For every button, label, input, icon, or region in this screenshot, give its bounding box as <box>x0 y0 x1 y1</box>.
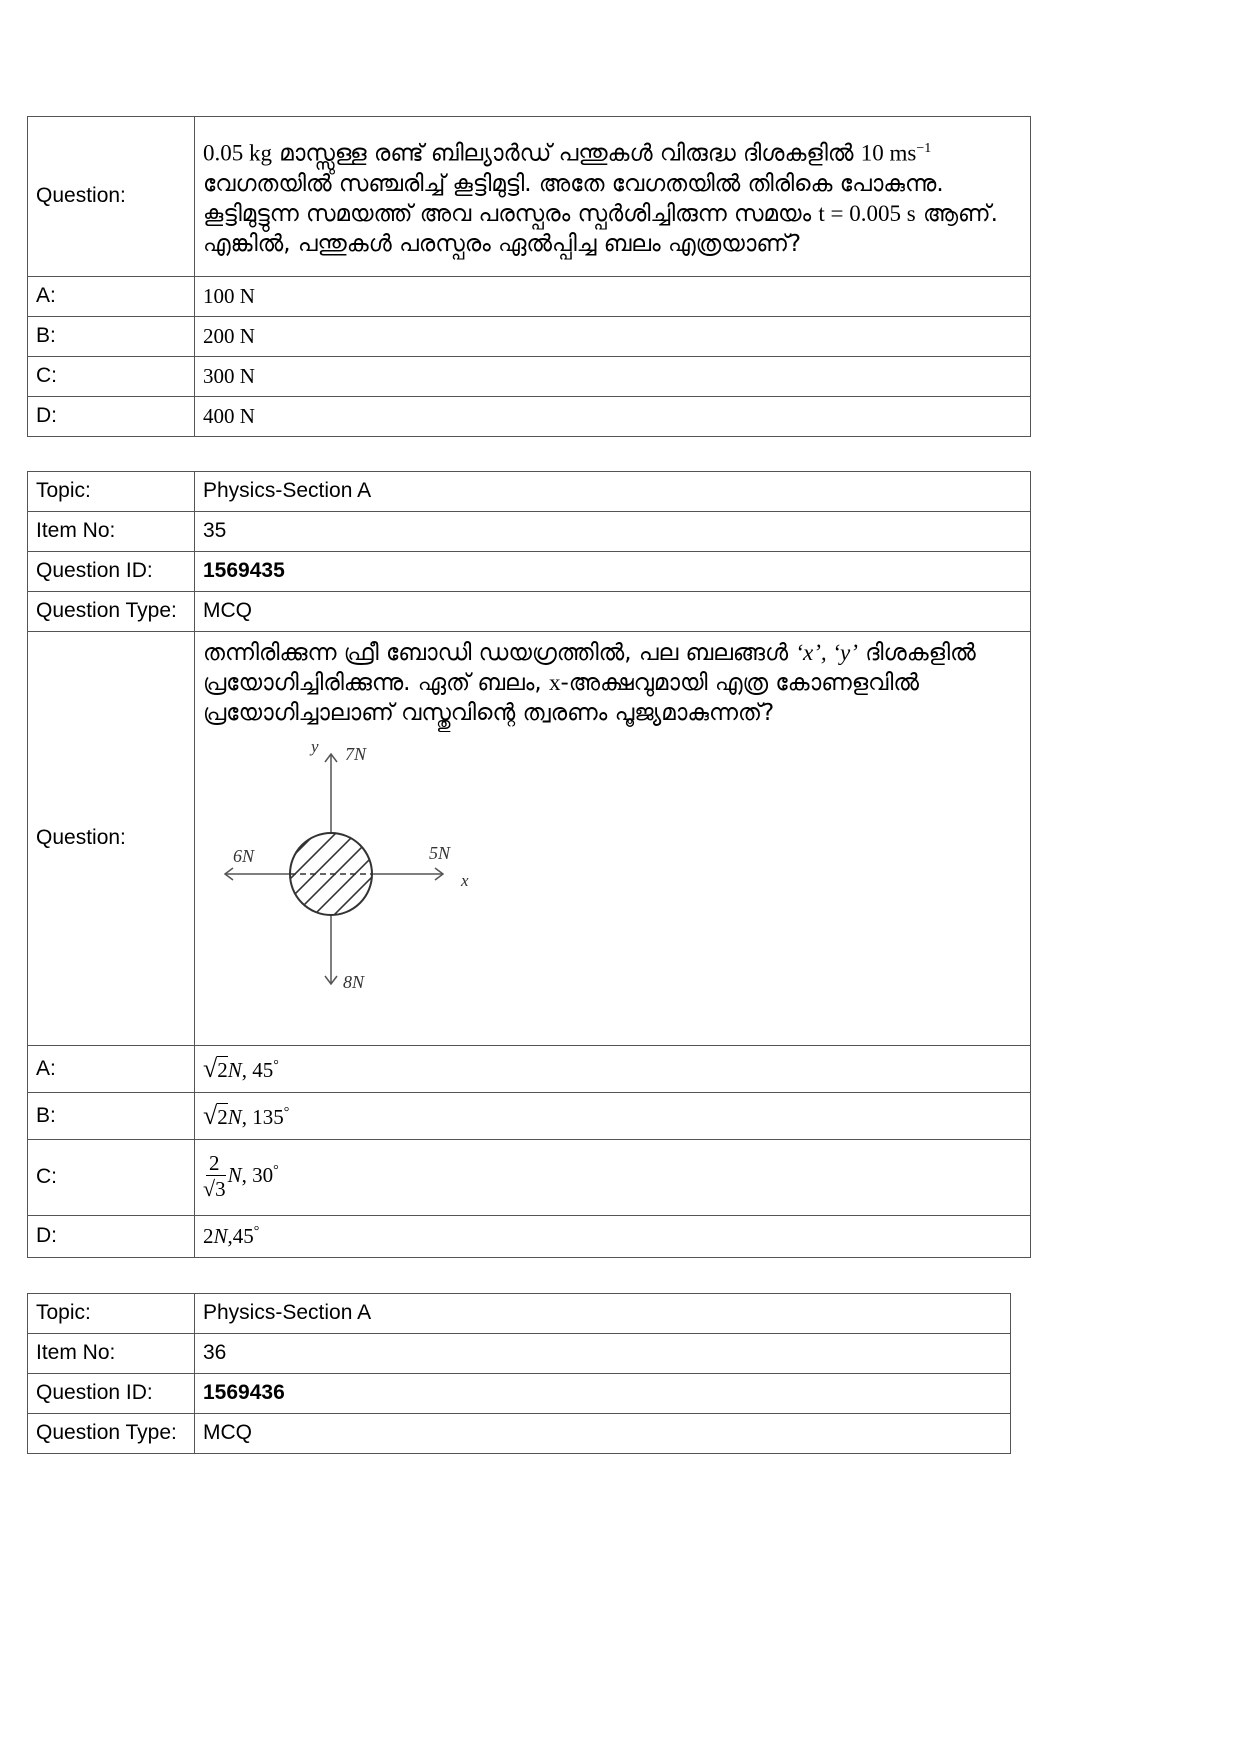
option-label-d: D: <box>28 397 195 437</box>
option-b-math: √2N, 135° <box>195 1093 1031 1140</box>
question-type-value: MCQ <box>195 592 1031 632</box>
up-force-label: 7N <box>345 744 367 764</box>
question-id-label: Question ID: <box>28 1374 195 1414</box>
down-force-label: 8N <box>343 972 365 992</box>
topic-label: Topic: <box>28 472 195 512</box>
question-id-label: Question ID: <box>28 552 195 592</box>
option-label-c: C: <box>28 357 195 397</box>
question-type-label: Question Type: <box>28 1414 195 1454</box>
item-no-label: Item No: <box>28 1334 195 1374</box>
option-label-c: C: <box>28 1140 195 1216</box>
question-block-35 <box>27 471 1031 1258</box>
option-a-value: 100 N <box>195 277 1031 317</box>
question-type-label: Question Type: <box>28 592 195 632</box>
option-label-b: B: <box>28 1093 195 1140</box>
left-force-label: 6N <box>233 846 255 866</box>
option-d-value: 400 N <box>195 397 1031 437</box>
option-c-value: 300 N <box>195 357 1031 397</box>
free-body-diagram <box>203 736 503 1006</box>
item-no-label: Item No: <box>28 512 195 552</box>
option-c-math: $\frac{2}{√3}$ N, 30° <box>195 1140 1031 1216</box>
right-force-label: 5N <box>429 843 451 863</box>
question-id-value: 1569436 <box>195 1374 1011 1414</box>
option-label-a: A: <box>28 1046 195 1093</box>
y-axis-label: y <box>311 737 319 756</box>
question-type-value: MCQ <box>195 1414 1011 1454</box>
question-block-36 <box>27 1293 1011 1454</box>
option-a-math: √2N, 45° <box>195 1046 1031 1093</box>
question-text: 0.05 kg മാസ്സുള്ള രണ്ട് ബില്യാർഡ് പന്തുകൾ വിരുദ്ധ ദിശകളിൽ 10 $ms^{-1}$ വേഗതയിൽ സഞ്ചരിച്ച് കൂട്ടിമുട്ടി. അതേ വേഗതയിൽ തിരികെ പോകുന്നു. കൂട്ടിമുട്ടുന്ന സമയത്ത് അവ പരസ്പരം സ്പർശിച്ചിരുന്ന സമയം t = 0.005 s ആണ്. എങ്കിൽ, പന്തുകൾ പരസ്പരം ഏൽപ്പിച്ച ബലം എത്രയാണ്? <box>195 117 1031 277</box>
item-no-value: 35 <box>195 512 1031 552</box>
option-d-math: 2N,45° <box>195 1216 1031 1258</box>
question-block-prev <box>27 116 1031 437</box>
option-b-value: 200 N <box>195 317 1031 357</box>
option-label-a: A: <box>28 277 195 317</box>
option-label-d: D: <box>28 1216 195 1258</box>
question-label: Question: <box>28 632 195 1046</box>
question-label: Question: <box>28 117 195 277</box>
question-id-value: 1569435 <box>195 552 1031 592</box>
topic-label: Topic: <box>28 1294 195 1334</box>
item-no-value: 36 <box>195 1334 1011 1374</box>
topic-value: Physics-Section A <box>195 1294 1011 1334</box>
question-body: തന്നിരിക്കുന്ന ഫ്രീ ബോഡി ഡയഗ്രത്തിൽ, പല ബലങ്ങൾ ‘x’, ‘y’ ദിശകളിൽ പ്രയോഗിച്ചിരിക്കുന്നു. ഏത് ബലം, x-അക്ഷവുമായി എത്ര കോണളവിൽ പ്രയോഗിച്ചാലാണ് വസ്തുവിന്റെ ത്വരണം പൂജ്യമാകുന്നത്? y 7N 6N 5N x 8N <box>195 632 1031 1046</box>
option-label-b: B: <box>28 317 195 357</box>
x-axis-label: x <box>461 871 469 890</box>
topic-value: Physics-Section A <box>195 472 1031 512</box>
